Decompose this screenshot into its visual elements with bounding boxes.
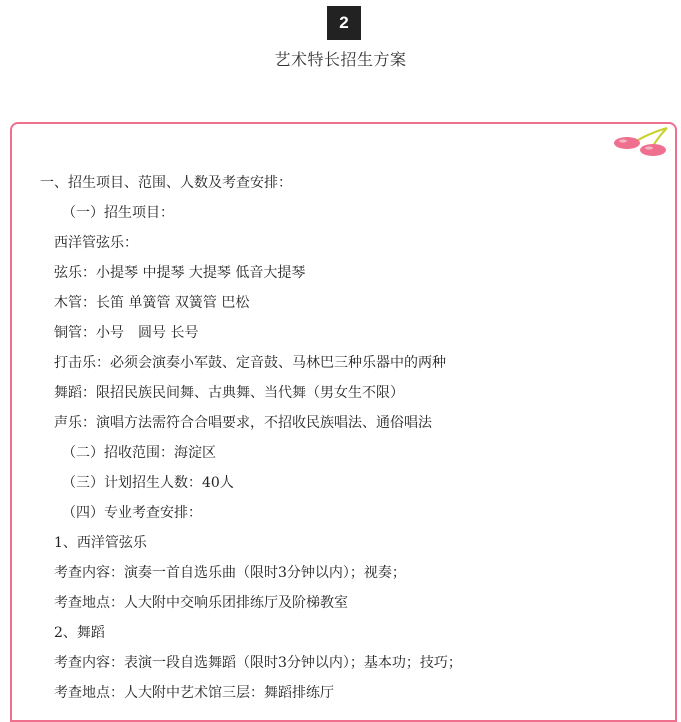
text-line: （四）专业考查安排： bbox=[62, 505, 202, 521]
content-card bbox=[10, 122, 677, 722]
text-line: （二）招收范围：海淀区 bbox=[62, 445, 216, 461]
text-line: 2、舞蹈 bbox=[54, 625, 105, 641]
text-line: 1、西洋管弦乐 bbox=[54, 535, 147, 551]
text-line: 木管：长笛 单簧管 双簧管 巴松 bbox=[54, 295, 250, 311]
text-line: 考查内容：表演一段自选舞蹈（限时3分钟以内）；基本功；技巧； bbox=[54, 655, 462, 671]
text-line: 舞蹈：限招民族民间舞、古典舞、当代舞（男女生不限） bbox=[54, 385, 404, 401]
text-line: 弦乐：小提琴 中提琴 大提琴 低音大提琴 bbox=[54, 265, 306, 281]
section-title: 艺术特长招生方案 bbox=[274, 50, 407, 69]
text-line: 打击乐：必须会演奏小军鼓、定音鼓、马林巴三种乐器中的两种 bbox=[54, 355, 446, 371]
text-line: （一）招生项目： bbox=[62, 205, 174, 221]
section-number-badge: 2 bbox=[327, 6, 361, 40]
text-line: （三）计划招生人数：40人 bbox=[62, 475, 234, 491]
text-line: 考查内容：演奏一首自选乐曲（限时3分钟以内）；视奏； bbox=[54, 565, 406, 581]
text-line: 西洋管弦乐： bbox=[54, 235, 138, 251]
document-body bbox=[40, 168, 655, 708]
text-line: 声乐：演唱方法需符合合唱要求，不招收民族唱法、通俗唱法 bbox=[54, 415, 432, 431]
text-line: 考查地点：人大附中交响乐团排练厅及阶梯教室 bbox=[54, 595, 348, 611]
text-line: 考查地点：人大附中艺术馆三层：舞蹈排练厅 bbox=[54, 685, 334, 701]
text-line: 铜管：小号 圆号 长号 bbox=[54, 325, 199, 341]
cherry-icon bbox=[613, 126, 671, 158]
text-line: 一、招生项目、范围、人数及考查安排： bbox=[40, 175, 292, 191]
